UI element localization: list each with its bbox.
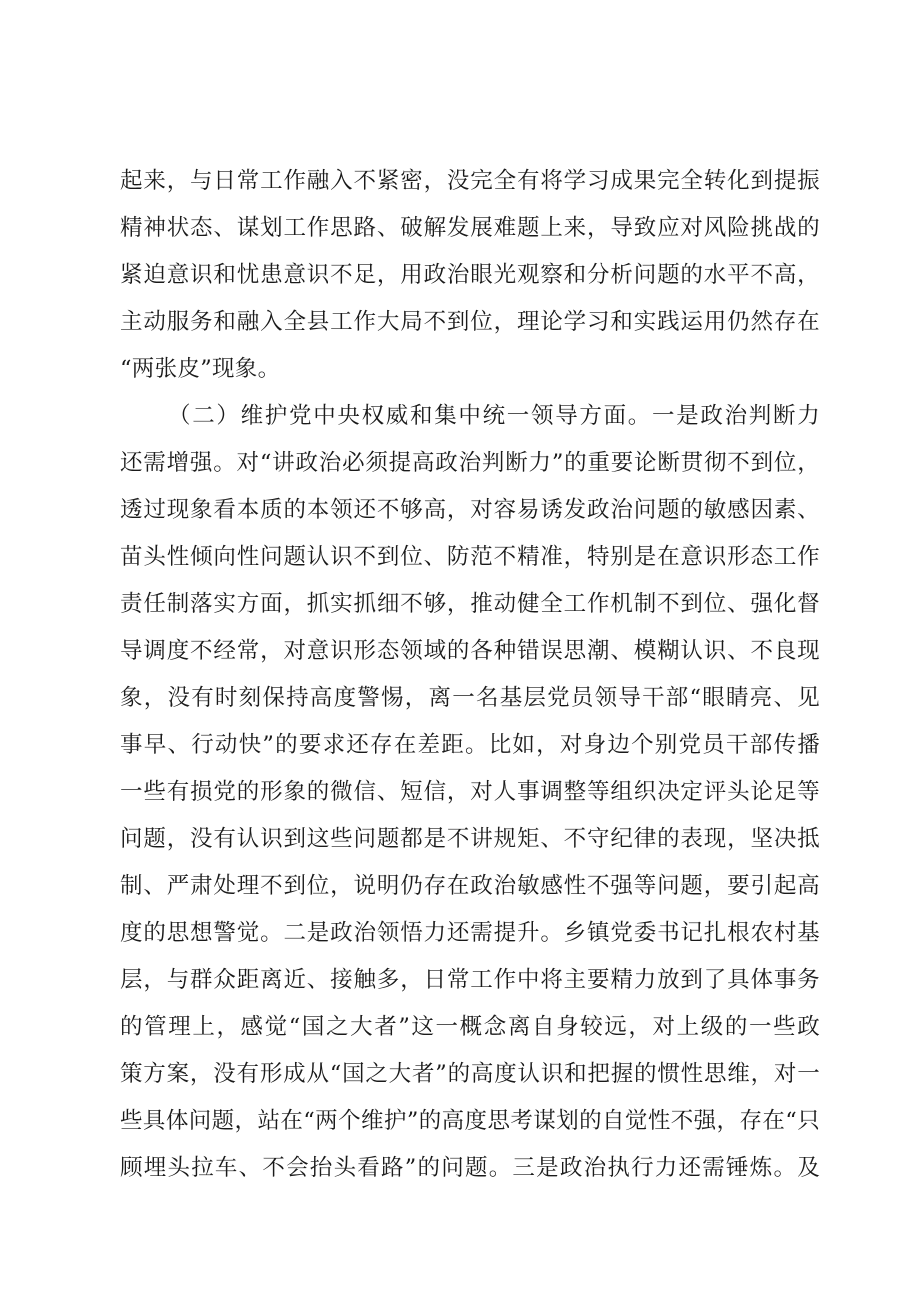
text-line-11: 导调度不经常，对意识形态领域的各种错误思潮、模糊认识、不良现 bbox=[120, 638, 820, 664]
text-line-14: 一些有损党的形象的微信、短信，对人事调整等组织决定评头论足等 bbox=[120, 779, 820, 805]
text-line-13: 事早、行动快”的要求还存在差距。比如，对身边个别党员干部传播 bbox=[120, 732, 820, 758]
text-line-15: 问题，没有认识到这些问题都是不讲规矩、不守纪律的表现，坚决抵 bbox=[120, 826, 820, 852]
text-line-3: 紧迫意识和忧患意识不足，用政治眼光观察和分析问题的水平不高， bbox=[120, 262, 820, 288]
text-line-22: 顾埋头拉车、不会抬头看路”的问题。三是政治执行力还需锤炼。及 bbox=[120, 1155, 820, 1181]
text-line-7: 还需增强。对“讲政治必须提高政治判断力”的重要论断贯彻不到位， bbox=[120, 450, 820, 476]
text-line-16: 制、严肃处理不到位，说明仍存在政治敏感性不强等问题，要引起高 bbox=[120, 873, 820, 899]
text-line-4: 主动服务和融入全县工作大局不到位，理论学习和实践运用仍然存在 bbox=[120, 309, 820, 335]
text-line-12: 象，没有时刻保持高度警惕，离一名基层党员领导干部“眼睛亮、见 bbox=[120, 685, 820, 711]
text-line-9: 苗头性倾向性问题认识不到位、防范不精准，特别是在意识形态工作 bbox=[120, 544, 820, 570]
text-line-21: 些具体问题，站在“两个维护”的高度思考谋划的自觉性不强，存在“只 bbox=[120, 1108, 820, 1134]
text-line-19: 的管理上，感觉“国之大者”这一概念离自身较远，对上级的一些政 bbox=[120, 1014, 820, 1040]
text-line-6: （二）维护党中央权威和集中统一领导方面。一是政治判断力 bbox=[168, 403, 820, 429]
text-line-10: 责任制落实方面，抓实抓细不够，推动健全工作机制不到位、强化督 bbox=[120, 591, 820, 617]
text-line-20: 策方案，没有形成从“国之大者”的高度认识和把握的惯性思维，对一 bbox=[120, 1061, 820, 1087]
text-line-1: 起来，与日常工作融入不紧密，没完全有将学习成果完全转化到提振 bbox=[120, 168, 820, 194]
text-line-8: 透过现象看本质的本领还不够高，对容易诱发政治问题的敏感因素、 bbox=[120, 497, 820, 523]
text-line-5: “两张皮”现象。 bbox=[120, 356, 281, 382]
text-line-18: 层，与群众距离近、接触多，日常工作中将主要精力放到了具体事务 bbox=[120, 967, 820, 993]
text-line-2: 精神状态、谋划工作思路、破解发展难题上来，导致应对风险挑战的 bbox=[120, 215, 820, 241]
text-line-17: 度的思想警觉。二是政治领悟力还需提升。乡镇党委书记扎根农村基 bbox=[120, 920, 820, 946]
body-text bbox=[120, 158, 820, 1192]
